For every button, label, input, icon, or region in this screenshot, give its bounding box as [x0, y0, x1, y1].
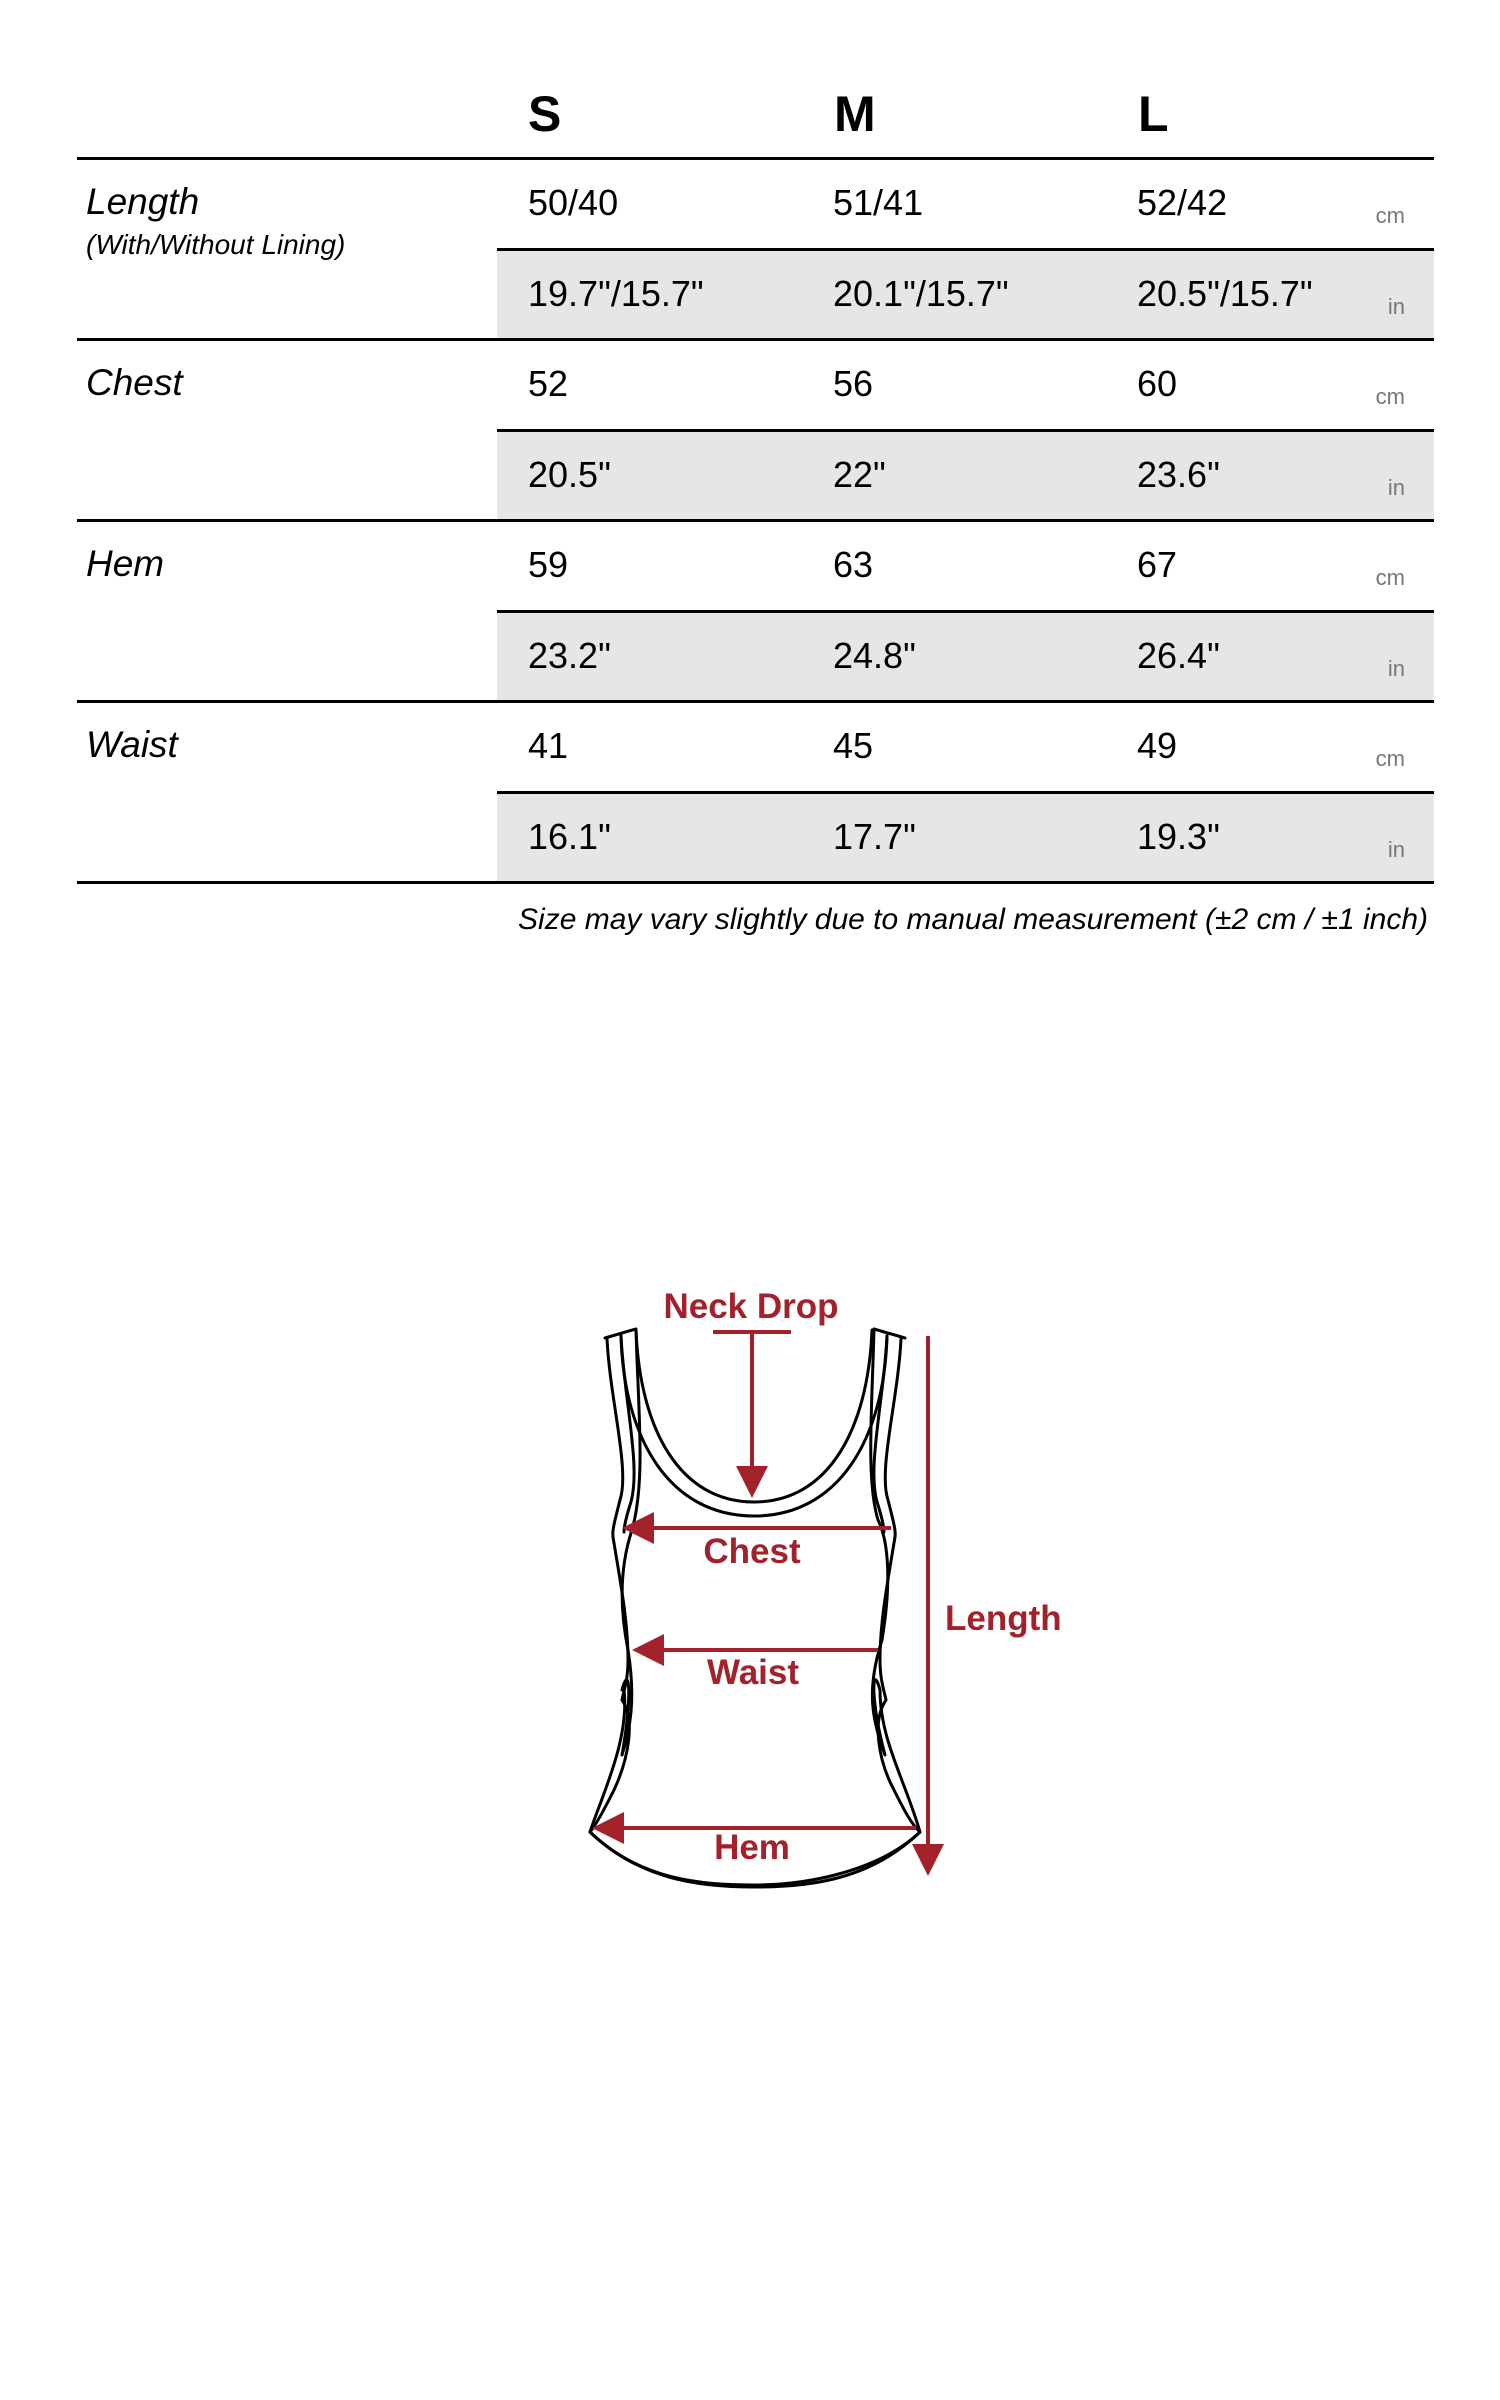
cell-chest-m-cm: 56 [833, 363, 874, 404]
right-strap [885, 1339, 901, 1537]
cell-chest-m-in: 22" [833, 454, 886, 495]
label-neck-drop: Neck Drop [663, 1287, 839, 1326]
size-header-s: S [528, 86, 562, 142]
unit-in: in [1387, 837, 1405, 862]
cell-length-l-cm: 52/42 [1137, 182, 1228, 223]
cell-chest-l-cm: 60 [1137, 363, 1178, 404]
left-strap [607, 1339, 623, 1537]
cell-waist-l-cm: 49 [1137, 725, 1178, 766]
row-label-chest: Chest [86, 362, 183, 403]
unit-in: in [1387, 475, 1405, 500]
unit-cm: cm [1375, 565, 1405, 590]
label-length: Length [945, 1599, 1062, 1638]
label-waist: Waist [706, 1653, 800, 1692]
cell-chest-s-cm: 52 [528, 363, 569, 404]
cell-chest-l-in: 23.6" [1137, 454, 1220, 495]
cell-length-l-in: 20.5"/15.7" [1137, 273, 1313, 314]
cell-waist-m-in: 17.7" [833, 816, 916, 857]
measurement-note: Size may vary slightly due to manual measurement (±2 cm / ±1 inch) [518, 903, 1428, 936]
size-header-m: M [834, 86, 876, 142]
cell-hem-l-in: 26.4" [1137, 635, 1220, 676]
unit-cm: cm [1375, 384, 1405, 409]
tank-top-outline [590, 1329, 920, 1885]
unit-cm: cm [1375, 746, 1405, 771]
cell-waist-l-in: 19.3" [1137, 816, 1220, 857]
label-chest: Chest [703, 1532, 801, 1571]
label-hem: Hem [714, 1828, 790, 1867]
cell-length-s-cm: 50/40 [528, 182, 619, 223]
row-label-waist: Waist [86, 724, 178, 765]
cell-hem-l-cm: 67 [1137, 544, 1178, 585]
body-right-side [878, 1537, 920, 1832]
cell-chest-s-in: 20.5" [528, 454, 611, 495]
row-sublabel-length: (With/Without Lining) [86, 229, 346, 260]
cell-hem-m-in: 24.8" [833, 635, 916, 676]
cell-waist-s-cm: 41 [528, 725, 569, 766]
row-label-hem: Hem [86, 543, 165, 584]
cell-waist-s-in: 16.1" [528, 816, 611, 857]
cell-hem-m-cm: 63 [833, 544, 874, 585]
cell-length-s-in: 19.7"/15.7" [528, 273, 704, 314]
cell-length-m-in: 20.1"/15.7" [833, 273, 1009, 314]
unit-in: in [1387, 656, 1405, 681]
cell-length-m-cm: 51/41 [833, 182, 924, 223]
cell-waist-m-cm: 45 [833, 725, 874, 766]
cell-hem-s-cm: 59 [528, 544, 569, 585]
size-header-l: L [1138, 86, 1169, 142]
unit-cm: cm [1375, 203, 1405, 228]
unit-in: in [1387, 294, 1405, 319]
row-label-length: Length [86, 181, 200, 222]
cell-hem-s-in: 23.2" [528, 635, 611, 676]
